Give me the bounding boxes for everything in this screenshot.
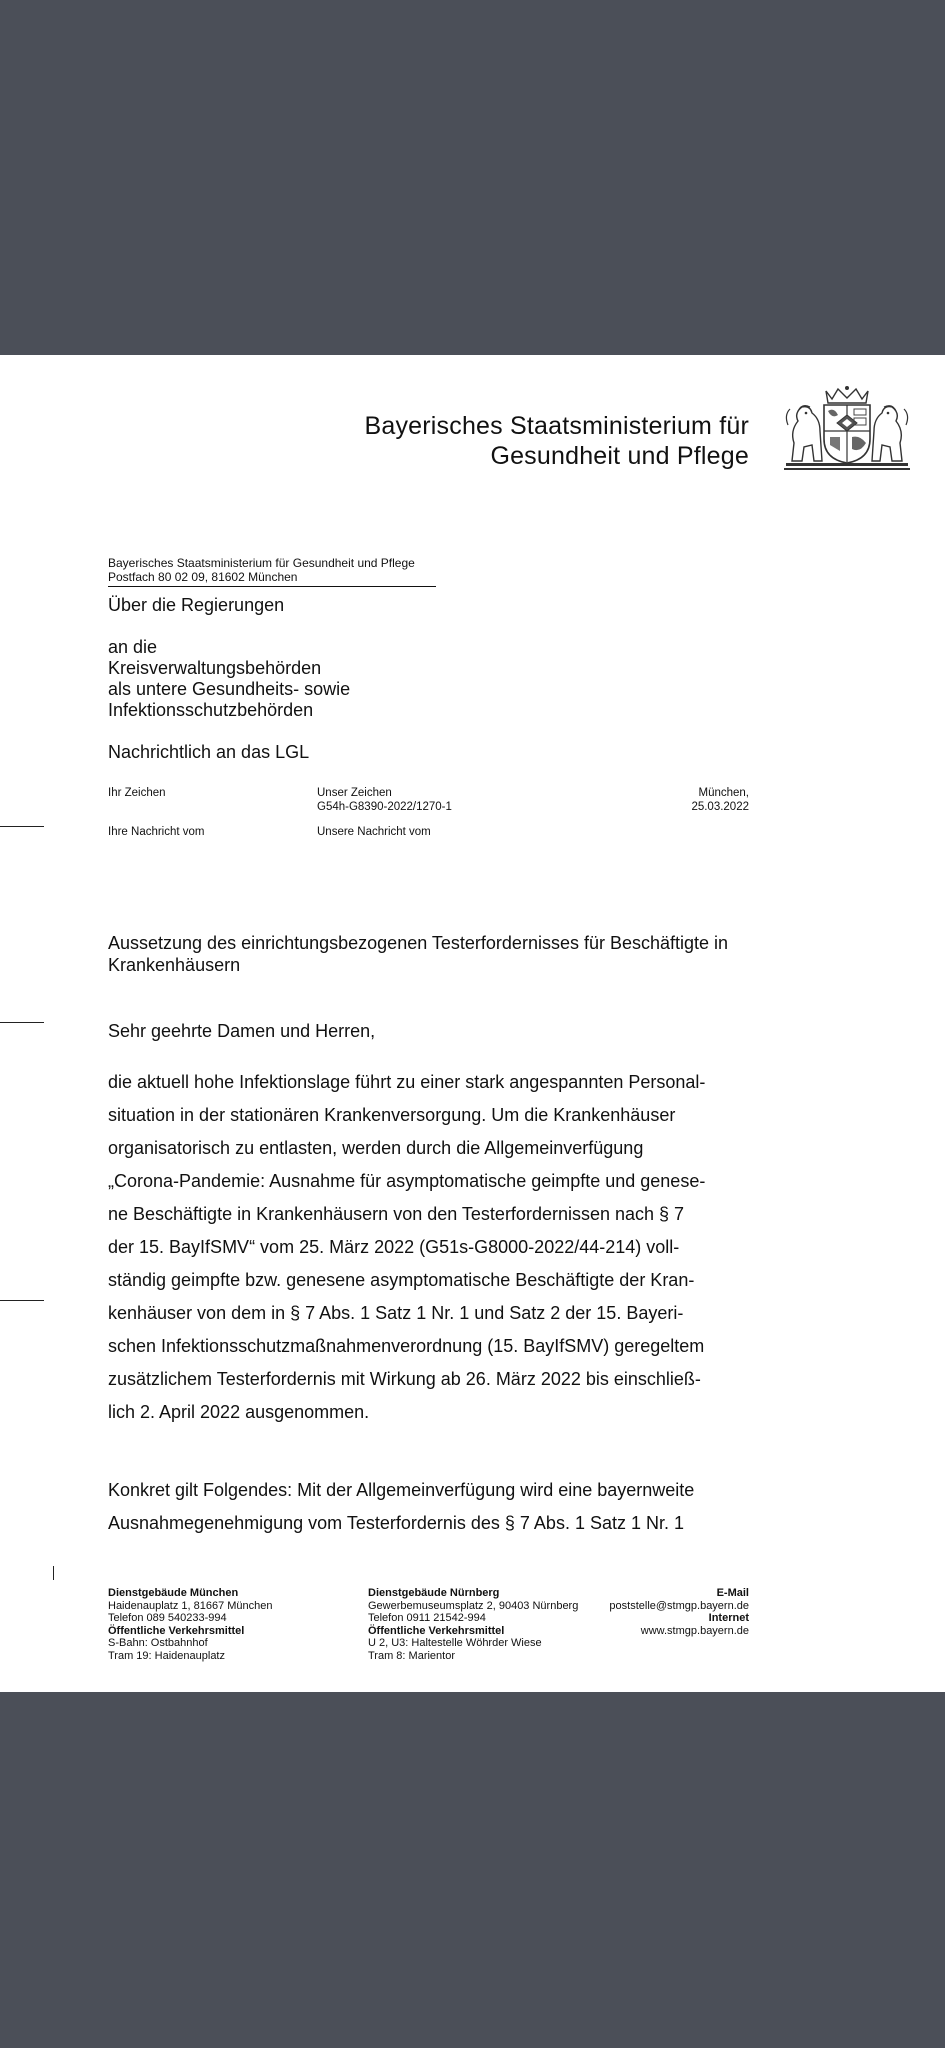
letter-subject: Aussetzung des einrichtungsbezogenen Testerfordernisses für Beschäftigte in Krankenhäusern	[108, 933, 729, 975]
paragraph-line: organisatorisch zu entlasten, werden durch die Allgemeinverfügung	[108, 1138, 644, 1158]
footer-nuremberg-phone: Telefon 0911 21542-994	[368, 1612, 486, 1624]
recipient-line: als untere Gesundheits- sowie	[108, 679, 351, 699]
footer-email-label: E-Mail	[716, 1587, 749, 1599]
paragraph-line: ständig geimpfte bzw. genesene asymptomatische Beschäftigte der Kran-	[108, 1270, 695, 1290]
paragraph-line: lich 2. April 2022 ausgenommen.	[108, 1402, 370, 1422]
footer-nuremberg-address: Gewerbemuseumsplatz 2, 90403 Nürnberg	[368, 1599, 579, 1612]
recipient-via: Über die Regierungen	[108, 595, 285, 615]
ministry-title-line2: Gesundheit und Pflege	[490, 442, 749, 470]
paragraph-line: Konkret gilt Folgendes: Mit der Allgemeinverfügung wird eine bayernweite	[108, 1480, 695, 1500]
footer-nuremberg	[368, 1587, 578, 1662]
paragraph-line: kenhäuser von dem in § 7 Abs. 1 Satz 1 Nr. 1 und Satz 2 der 15. Bayeri-	[108, 1303, 684, 1323]
our-message-label: Unsere Nachricht vom	[317, 826, 431, 838]
fold-mark	[0, 826, 44, 827]
paragraph-line: „Corona-Pandemie: Ausnahme für asymptomatische geimpfte und genese-	[108, 1171, 706, 1191]
your-sign-label: Ihr Zeichen	[108, 787, 166, 799]
sender-address	[108, 556, 436, 587]
our-sign-label: Unser Zeichen	[317, 787, 392, 799]
footer-nuremberg-transport-2: Tram 8: Marientor	[368, 1649, 456, 1662]
your-message-label: Ihre Nachricht vom	[108, 826, 205, 838]
recipient-line: an die	[108, 637, 158, 657]
paragraph-line: schen Infektionsschutzmaßnahmenverordnung (15. BayIfSMV) geregeltem	[108, 1336, 705, 1356]
letter-salutation: Sehr geehrte Damen und Herren,	[108, 1021, 376, 1041]
letter-page	[0, 355, 945, 1692]
letter-paragraph-1	[108, 1066, 750, 1429]
letter-paragraph-2	[108, 1474, 750, 1540]
paragraph-line: situation in der stationären Krankenversorgung. Um die Krankenhäuser	[108, 1105, 676, 1125]
fold-mark	[0, 1022, 44, 1023]
ministry-title	[364, 411, 749, 471]
reference-place: München,	[698, 787, 749, 799]
footer-nuremberg-transport-title: Öffentliche Verkehrsmittel	[368, 1624, 505, 1637]
sender-line1: Bayerisches Staatsministerium für Gesundheit und Pflege	[108, 556, 415, 570]
sender-line2: Postfach 80 02 09, 81602 München	[108, 570, 298, 584]
fold-mark	[0, 1300, 44, 1301]
paragraph-line: der 15. BayIfSMV“ vom 25. März 2022 (G51s-G8000-2022/44-214) voll-	[108, 1237, 680, 1257]
paragraph-line: zusätzlichem Testerfordernis mit Wirkung ab 26. März 2022 bis einschließ-	[108, 1369, 701, 1389]
paragraph-line: die aktuell hohe Infektionslage führt zu einer stark angespannten Personal-	[108, 1072, 706, 1092]
paragraph-line: ne Beschäftigte in Krankenhäusern von den Testerfordernissen nach § 7	[108, 1204, 685, 1224]
paragraph-line: Ausnahmegenehmigung vom Testerfordernis des § 7 Abs. 1 Satz 1 Nr. 1	[108, 1513, 684, 1533]
our-sign-value: G54h-G8390-2022/1270-1	[317, 801, 452, 813]
footer-contact	[609, 1587, 749, 1637]
footer-internet-label: Internet	[708, 1612, 749, 1624]
footer-munich-phone: Telefon 089 540233-994	[108, 1612, 227, 1624]
recipient-line: Infektionsschutzbehörden	[108, 700, 314, 720]
footer-nuremberg-title: Dienstgebäude Nürnberg	[368, 1587, 500, 1599]
bavarian-coat-of-arms-icon	[780, 385, 914, 473]
reference-date: 25.03.2022	[691, 801, 749, 813]
recipient-cc: Nachrichtlich an das LGL	[108, 742, 310, 762]
recipient-line: Kreisverwaltungsbehörden	[108, 658, 322, 678]
footer-munich-transport-2: Tram 19: Haidenauplatz	[108, 1649, 225, 1662]
ministry-title-line1: Bayerisches Staatsministerium für	[364, 412, 749, 440]
footer-email-link[interactable]: poststelle@stmgp.bayern.de	[609, 1599, 749, 1612]
footer-nuremberg-transport-1: U 2, U3: Haltestelle Wöhrder Wiese	[368, 1637, 542, 1649]
recipient-block	[108, 595, 350, 763]
margin-tick	[53, 1566, 54, 1580]
footer-munich-transport-title: Öffentliche Verkehrsmittel	[108, 1624, 245, 1637]
footer-munich-transport-1: S-Bahn: Ostbahnhof	[108, 1637, 208, 1649]
footer-munich	[108, 1587, 273, 1662]
footer-munich-address: Haidenauplatz 1, 81667 München	[108, 1599, 273, 1612]
footer-website-link[interactable]: www.stmgp.bayern.de	[640, 1624, 749, 1637]
footer-munich-title: Dienstgebäude München	[108, 1587, 239, 1599]
